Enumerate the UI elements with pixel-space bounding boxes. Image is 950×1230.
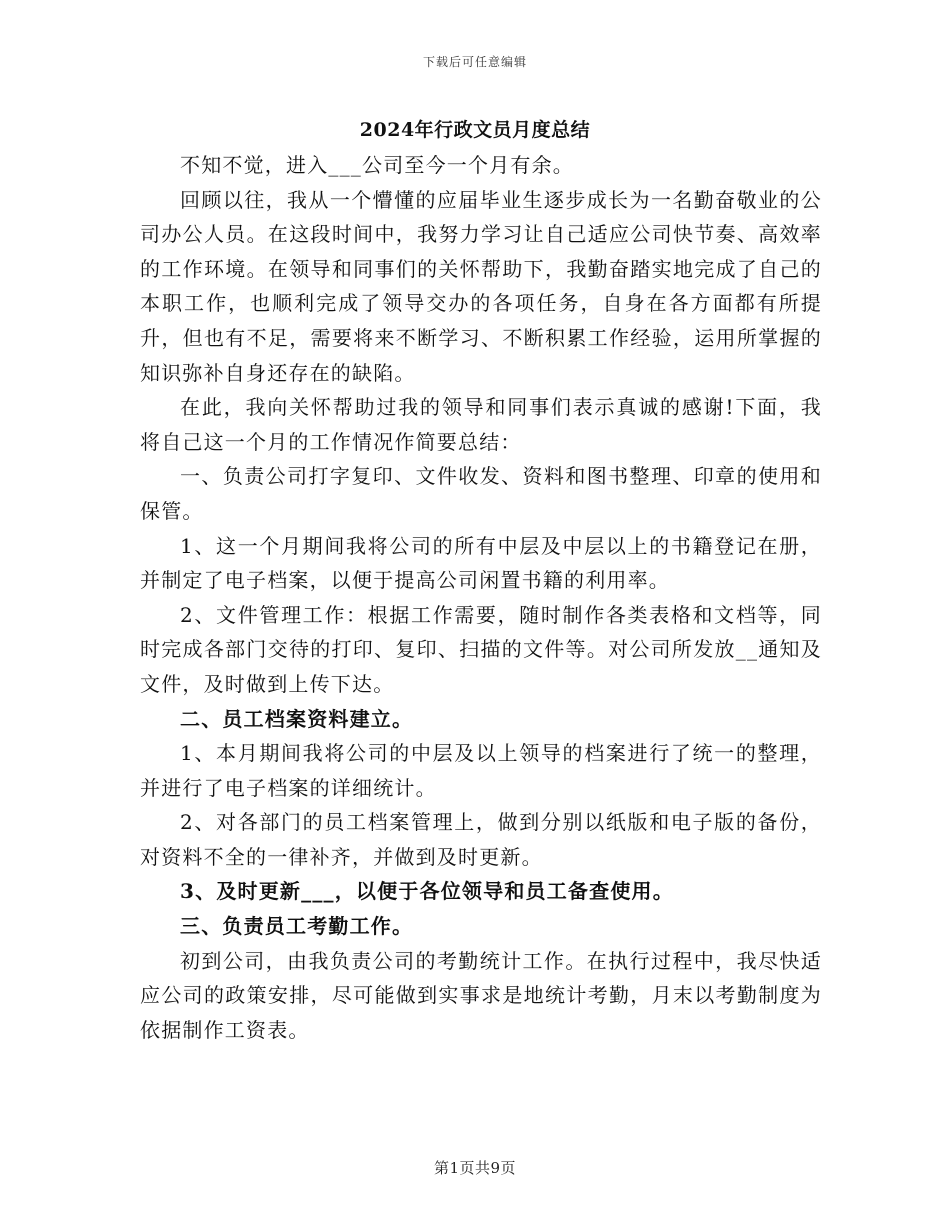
section-one-item-2: 2、文件管理工作：根据工作需要，随时制作各类表格和文档等，同时完成各部门交待的打印、复印、扫描的文件等。对公司所发放__通知及文件，及时做到上传下达。 [140, 602, 822, 696]
section-one-item-1: 1、这一个月期间我将公司的所有中层及中层以上的书籍登记在册，并制定了电子档案，以便于提高公司闲置书籍的利用率。 [140, 533, 822, 593]
section-three-heading: 三、负责员工考勤工作。 [180, 914, 414, 939]
document-body [140, 148, 822, 1047]
paragraph-thanks: 在此，我向关怀帮助过我的领导和同事们表示真诚的感谢!下面，我将自己这一个月的工作情况作简要总结： [140, 395, 822, 454]
section-two-heading: 二、员工档案资料建立。 [180, 706, 414, 731]
paragraph-review: 回顾以往，我从一个懵懂的应届毕业生逐步成长为一名勤奋敬业的公司办公人员。在这段时间中，我努力学习让自己适应公司快节奏、高效率的工作环境。在领导和同事们的关怀帮助下，我勤奋踏实地完成了自己的本职工作，也顺利完成了领导交办的各项任务，自身在各方面都有所提升，但也有不足，需要将来不断学习、不断积累工作经验，运用所掌握的知识弥补自身还存在的缺陷。 [140, 187, 822, 385]
page-number: 第1页共9页 [433, 1159, 517, 1177]
paragraph-intro: 不知不觉，进入___公司至今一个月有余。 [180, 153, 574, 177]
section-two-item-3: 3、及时更新___，以便于各位领导和员工备查使用。 [180, 879, 674, 904]
section-two-item-2: 2、对各部门的员工档案管理上，做到分别以纸版和电子版的备份，对资料不全的一律补齐，并做到及时更新。 [140, 810, 822, 869]
document-title: 2024年行政文员月度总结 [359, 119, 591, 141]
section-one-heading: 一、负责公司打字复印、文件收发、资料和图书整理、印章的使用和保管。 [140, 464, 822, 523]
section-two-item-1: 1、本月期间我将公司的中层及以上领导的档案进行了统一的整理，并进行了电子档案的详细统计。 [140, 741, 822, 800]
section-three-body: 初到公司，由我负责公司的考勤统计工作。在执行过程中，我尽快适应公司的政策安排，尽可能做到实事求是地统计考勤，月末以考勤制度为依据制作工资表。 [140, 948, 822, 1042]
header-note: 下载后可任意编辑 [422, 55, 527, 69]
